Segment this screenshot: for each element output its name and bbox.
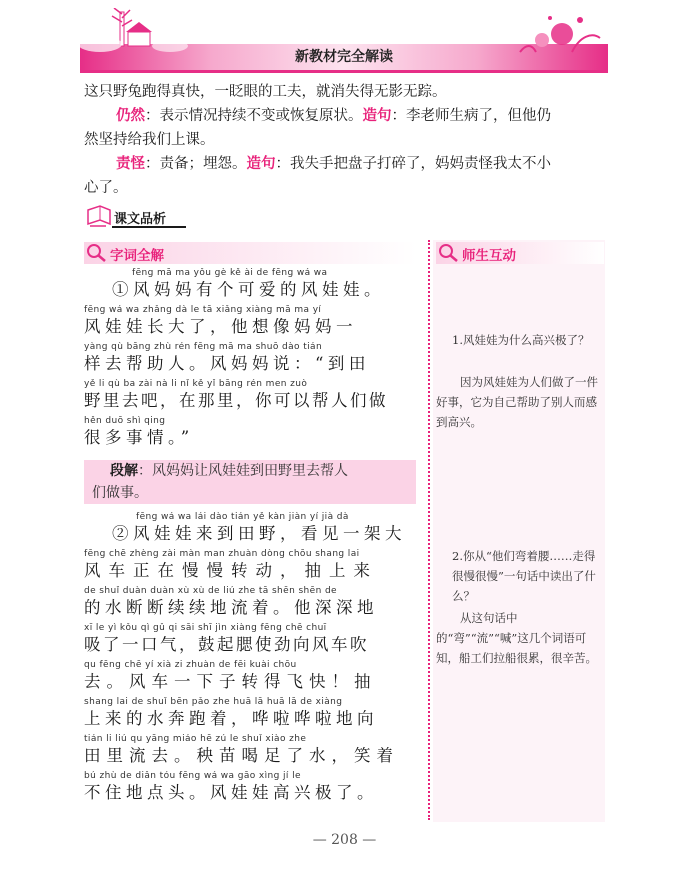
question-2-text: 2.你从“他们弯着腰……走得很慢很慢”一句话中读出了什么？ <box>452 549 596 603</box>
pinyin: tián li liú qu yāng miáo hē zú le shuǐ xiào zhe <box>84 734 307 744</box>
hanzi: 野里去吧，在那里，你可以帮人们做 <box>84 391 388 410</box>
analysis-keyword: 段解 <box>110 463 138 479</box>
paragraph-analysis-box <box>84 460 416 504</box>
para1-line-0 <box>84 268 416 301</box>
pinyin: xī le yì kǒu qì gǔ qi sāi shī jìn xiàng fēng chē chuī <box>84 623 327 633</box>
left-heading-label: 字词全解 <box>110 248 164 264</box>
sidebar-background <box>433 240 605 822</box>
section-tag <box>86 204 167 228</box>
pinyin: de shuǐ duàn duàn xù xù de liú zhe tā shēn shēn de <box>84 586 337 596</box>
hanzi: 很多事情。” <box>84 428 194 447</box>
magnifier-icon <box>86 243 108 263</box>
right-heading <box>436 242 604 264</box>
pinyin: qu fēng chē yí xià zi zhuàn de fēi kuài chōu <box>84 660 297 670</box>
magnifier-icon-2 <box>438 243 460 263</box>
section-underline <box>112 226 186 228</box>
zeguai-sentence-1: ：我失手把盘子打碎了，妈妈责怪我太不小 <box>275 156 551 172</box>
para2-line-6 <box>84 734 416 767</box>
pinyin: fēng wá wa lái dào tián yě kàn jiàn yí jià dà <box>136 512 349 522</box>
pinyin: fēng chē zhèng zài màn man zhuàn dòng chōu shang lai <box>84 549 360 559</box>
intro-line-1 <box>84 80 614 104</box>
hanzi: 风娃娃长大了，他想像妈妈一 <box>84 317 357 336</box>
analysis-text-2: 们做事。 <box>92 485 148 501</box>
book-icon <box>86 204 112 228</box>
answer-1: 因为风娃娃为人们做了一件好事，它为自己帮助了别人而感到高兴。 <box>436 375 598 429</box>
intro-rengran <box>116 104 614 128</box>
rengran-definition: ：表示情况持续不变或恢复原状。 <box>145 108 363 124</box>
para2-line-1 <box>84 549 416 582</box>
zeguai-keyword: 责怪 <box>116 156 145 172</box>
question-2 <box>436 546 604 606</box>
rengran-sentence-1: ：李老师生病了，但他仍 <box>391 108 551 124</box>
rengran-keyword: 仍然 <box>116 108 145 124</box>
para2-line-2 <box>84 586 416 619</box>
right-heading-label: 师生互动 <box>462 248 516 264</box>
zeguai-definition: ：责备；埋怨。 <box>145 156 247 172</box>
para2-line-3 <box>84 623 416 656</box>
intro-sentence: 这只野兔跑得真快，一眨眼的工夫，就消失得无影无踪。 <box>84 84 447 100</box>
para1-line-3 <box>84 379 416 412</box>
para1-line-4 <box>84 416 416 449</box>
zaoju-keyword-2: 造句 <box>246 156 276 172</box>
para1-line-2 <box>84 342 416 375</box>
column-divider <box>428 240 430 820</box>
header-banner <box>80 8 608 78</box>
question-1 <box>436 330 604 350</box>
question-1-text: 1.风娃娃为什么高兴极了？ <box>452 333 590 347</box>
zaoju-keyword: 造句 <box>362 108 392 124</box>
analysis-text-1: ：风妈妈让风娃娃到田野里去帮人 <box>138 463 348 479</box>
pinyin: fēng wá wa zhǎng dà le tā xiǎng xiàng mā ma yí <box>84 305 322 315</box>
pinyin: bú zhù de diǎn tóu fēng wá wa gāo xìng jí le <box>84 771 301 781</box>
section-label: 课文品析 <box>114 212 167 227</box>
hanzi: 不住地点头。风娃娃高兴极了。 <box>84 783 378 802</box>
answer-2: 从这句话中的“弯”“流”“喊”这几个词语可知，船工们拉船很累，很辛苦。 <box>436 611 597 665</box>
pinyin: yàng qù bāng zhù rén fēng mā ma shuō dào tián <box>84 342 323 352</box>
intro-rengran-cont <box>84 128 614 152</box>
para2-line-5 <box>84 697 416 730</box>
hanzi: ①风妈妈有个可爱的风娃娃。 <box>112 280 385 299</box>
header-title: 新教材完全解读 <box>295 49 393 65</box>
para2-line-0 <box>84 512 416 545</box>
hanzi: 吸了一口气，鼓起腮使劲向风车吹 <box>84 635 369 654</box>
intro-zeguai-cont <box>84 176 614 200</box>
hanzi: 去。风车一下子转得飞快！抽 <box>84 672 377 691</box>
intro-zeguai <box>116 152 614 176</box>
hanzi: 田里流去。秧苗喝足了水，笑着 <box>84 746 399 765</box>
para1-line-1 <box>84 305 416 338</box>
page-number: — 208 — <box>312 832 377 848</box>
hanzi: ②风娃娃来到田野，看见一架大 <box>112 524 406 543</box>
para2-line-4 <box>84 660 416 693</box>
hanzi: 的水断断续续地流着。他深深地 <box>84 598 378 617</box>
pinyin: shang lai de shuǐ bēn pǎo zhe huā lā huā lā de xiàng <box>84 697 343 707</box>
pinyin: hěn duō shì qing <box>84 416 166 426</box>
banner-decoration-icon <box>80 8 608 78</box>
para2-line-7 <box>84 771 416 804</box>
hanzi: 样去帮助人。风妈妈说：“到田 <box>84 354 370 373</box>
rengran-sentence-2: 然坚持给我们上课。 <box>84 132 215 148</box>
hanzi: 风车正在慢慢转动，抽上来 <box>84 561 378 580</box>
pinyin: fēng mā ma yǒu gè kě ài de fēng wá wa <box>132 268 328 278</box>
left-heading <box>84 242 416 264</box>
zeguai-sentence-2: 心了。 <box>84 180 128 196</box>
hanzi: 上来的水奔跑着，哗啦哗啦地向 <box>84 709 378 728</box>
pinyin: yě li qù ba zài nà li nǐ kě yǐ bāng rén men zuò <box>84 379 308 389</box>
